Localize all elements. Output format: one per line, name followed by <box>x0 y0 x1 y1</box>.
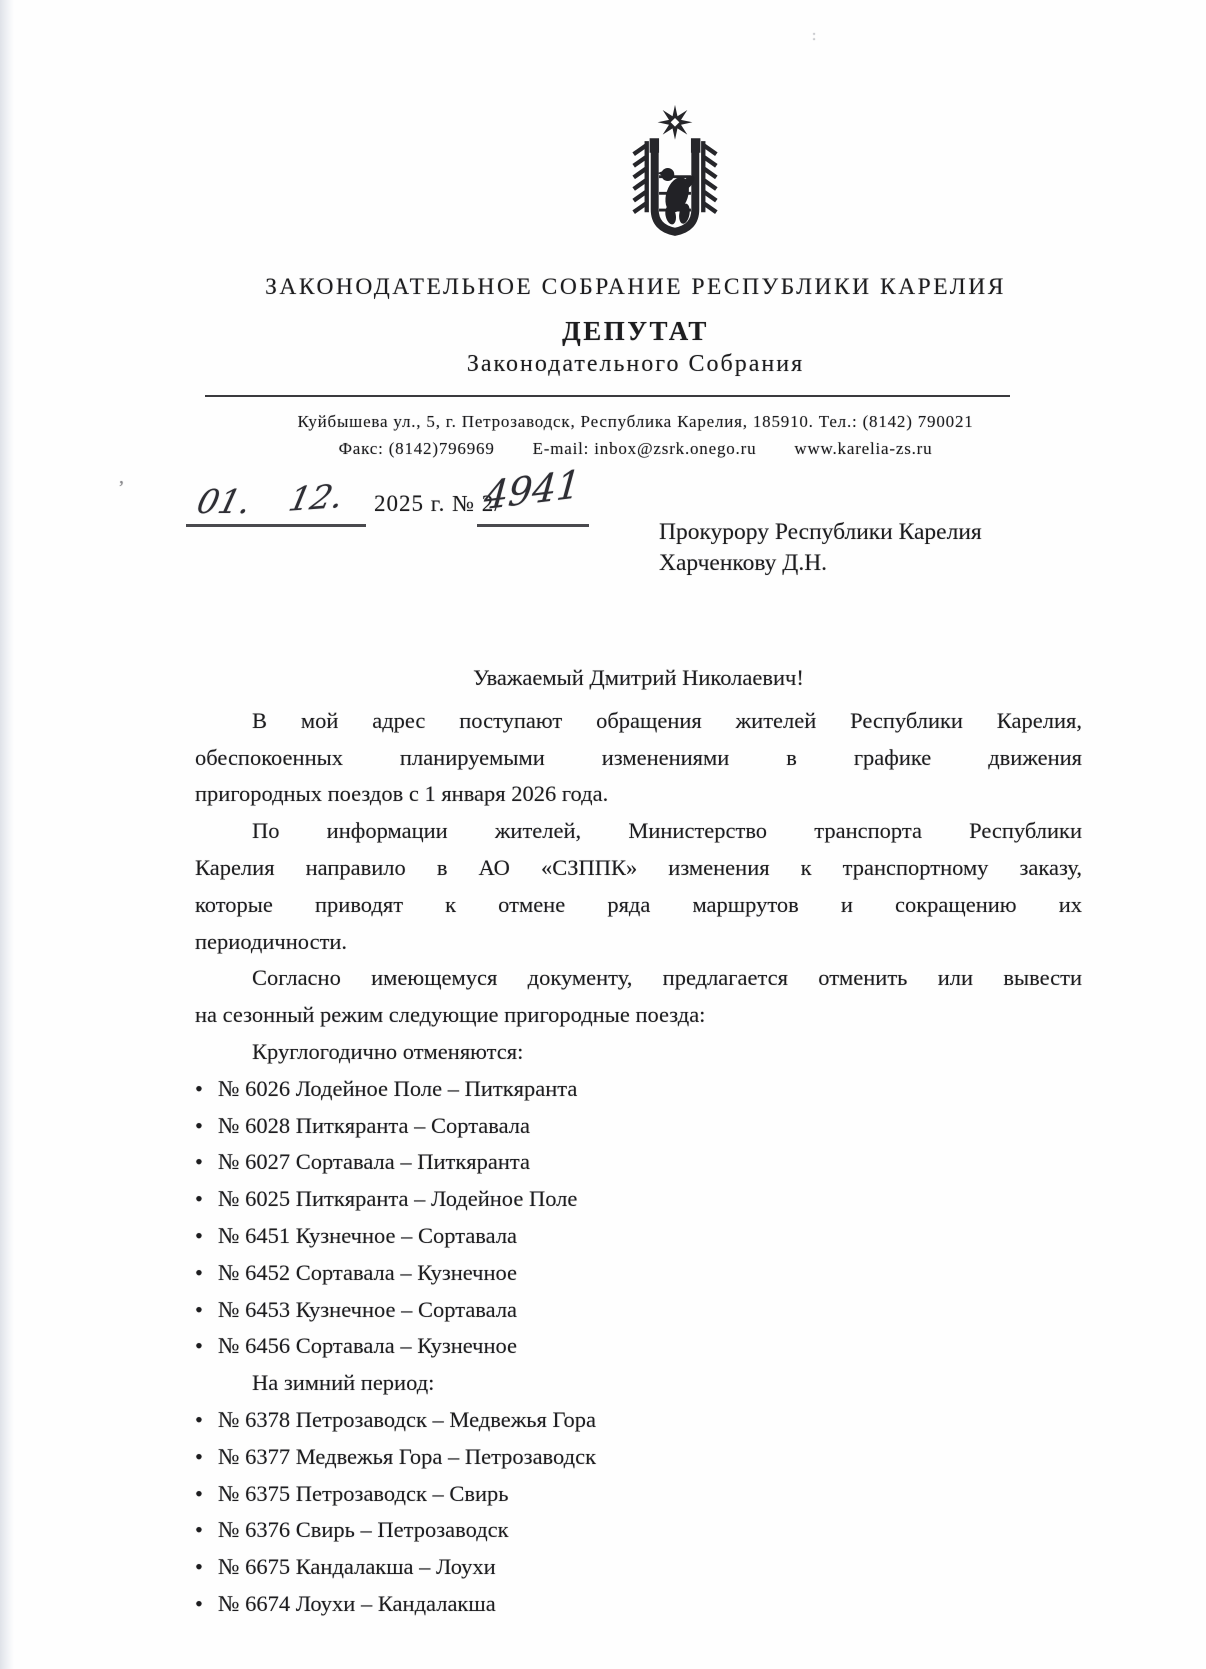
list-item <box>195 1586 1082 1623</box>
paragraph-1 <box>195 703 1082 813</box>
train-route-text: № 6376 Свирь – Петрозаводск <box>218 1517 509 1543</box>
list-item <box>195 1218 1082 1255</box>
bullet-icon: • <box>195 1259 203 1285</box>
bullet-icon: • <box>195 1590 203 1616</box>
list-item <box>195 1255 1082 1292</box>
bullet-icon: • <box>195 1149 203 1175</box>
train-route-text: № 6026 Лодейное Поле – Питкяранта <box>218 1075 578 1101</box>
list-heading-year-round: Круглогодично отменяются: <box>252 1038 524 1064</box>
letter-body <box>195 660 1082 1623</box>
list-item <box>195 1292 1082 1329</box>
body-text-line: которые приводят к отмене ряда маршрутов и сокращению их <box>195 891 1082 917</box>
organization-name: ЗАКОНОДАТЕЛЬНОЕ СОБРАНИЕ РЕСПУБЛИКИ КАРЕЛИЯ <box>265 274 1006 300</box>
list-item <box>195 1549 1082 1586</box>
train-list-year-round <box>195 1071 1082 1365</box>
train-route-text: № 6451 Кузнечное – Сортавала <box>218 1222 518 1248</box>
list-item <box>195 1181 1082 1218</box>
contact-address-line: Куйбышева ул., 5, г. Петрозаводск, Республика Карелия, 185910. Тел.: (8142) 790021 <box>297 412 974 431</box>
scan-mark: ‚ <box>118 466 125 488</box>
list-item <box>195 1512 1082 1549</box>
train-route-text: № 6456 Сортавала – Кузнечное <box>218 1333 518 1359</box>
handwritten-month: 12. <box>285 476 348 519</box>
train-route-text: № 6375 Петрозаводск – Свирь <box>218 1480 509 1506</box>
paragraph-2 <box>195 813 1082 960</box>
bullet-icon: • <box>195 1406 203 1432</box>
contact-fax: Факс: (8142)796969 <box>338 439 495 458</box>
list-item <box>195 1439 1082 1476</box>
list-item <box>195 1108 1082 1145</box>
recipient-name: Харченкову Д.Н. <box>659 550 828 576</box>
train-list-winter <box>195 1402 1082 1623</box>
handwritten-reference-number: 4941 <box>482 461 583 519</box>
recipient-title: Прокурору Республики Карелия <box>659 519 982 545</box>
number-underline <box>477 524 589 527</box>
letterhead-divider <box>205 395 1010 397</box>
reference-number-label: 2025 г. № 2/ <box>374 491 502 516</box>
list-item <box>195 1476 1082 1513</box>
bullet-icon: • <box>195 1186 203 1212</box>
train-route-text: № 6377 Медвежья Гора – Петрозаводск <box>218 1443 596 1469</box>
train-route-text: № 6453 Кузнечное – Сортавала <box>218 1296 518 1322</box>
bullet-icon: • <box>195 1443 203 1469</box>
contact-email: E-mail: inbox@zsrk.onego.ru <box>532 439 757 458</box>
body-text-line: В мой адрес поступают обращения жителей Республики Карелия, <box>252 707 1082 733</box>
bullet-icon: • <box>195 1333 203 1359</box>
scan-mark: : <box>812 28 817 44</box>
body-text-line: периодичности. <box>195 928 348 954</box>
train-route-text: № 6452 Сортавала – Кузнечное <box>218 1259 518 1285</box>
body-text-line: По информации жителей, Министерство транспорта Республики <box>252 818 1082 844</box>
scan-edge-artifact <box>0 0 14 1669</box>
letterhead-role-subtitle: Законодательного Собрания <box>466 351 805 377</box>
body-text-line: на сезонный режим следующие пригородные поезда: <box>195 1002 706 1028</box>
salutation: Уважаемый Дмитрий Николаевич! <box>473 665 804 690</box>
list-heading-winter: На зимний период: <box>252 1370 435 1396</box>
karelia-coat-of-arms-icon <box>617 102 733 252</box>
bullet-icon: • <box>195 1296 203 1322</box>
letterhead-role-title: ДЕПУТАТ <box>562 316 709 346</box>
bullet-icon: • <box>195 1517 203 1543</box>
handwritten-day: 01. <box>193 482 256 521</box>
list-item <box>195 1071 1082 1108</box>
contact-website: www.karelia-zs.ru <box>794 439 933 458</box>
paragraph-3 <box>195 960 1082 1034</box>
list-item <box>195 1144 1082 1181</box>
bullet-icon: • <box>195 1075 203 1101</box>
train-route-text: № 6025 Питкяранта – Лодейное Поле <box>218 1186 578 1212</box>
train-route-text: № 6027 Сортавала – Питкяранта <box>218 1149 531 1175</box>
train-route-text: № 6378 Петрозаводск – Медвежья Гора <box>218 1406 596 1432</box>
body-text-line: Согласно имеющемуся документу, предлагается отменить или вывести <box>252 965 1082 991</box>
body-text-line: Карелия направило в АО «СЗППК» изменения к транспортному заказу, <box>195 854 1082 880</box>
contact-comm-line <box>133 439 1138 459</box>
bullet-icon: • <box>195 1112 203 1138</box>
train-route-text: № 6028 Питкяранта – Сортавала <box>218 1112 531 1138</box>
recipient-block <box>659 517 1089 579</box>
bullet-icon: • <box>195 1554 203 1580</box>
body-text-line: обеспокоенных планируемыми изменениями в графике движения <box>195 744 1082 770</box>
list-item <box>195 1328 1082 1365</box>
date-underline <box>186 524 366 527</box>
bullet-icon: • <box>195 1480 203 1506</box>
train-route-text: № 6674 Лоухи – Кандалакша <box>218 1590 496 1616</box>
bullet-icon: • <box>195 1222 203 1248</box>
train-route-text: № 6675 Кандалакша – Лоухи <box>218 1554 496 1580</box>
list-item <box>195 1402 1082 1439</box>
body-text-line: пригородных поездов с 1 января 2026 года. <box>195 781 609 807</box>
